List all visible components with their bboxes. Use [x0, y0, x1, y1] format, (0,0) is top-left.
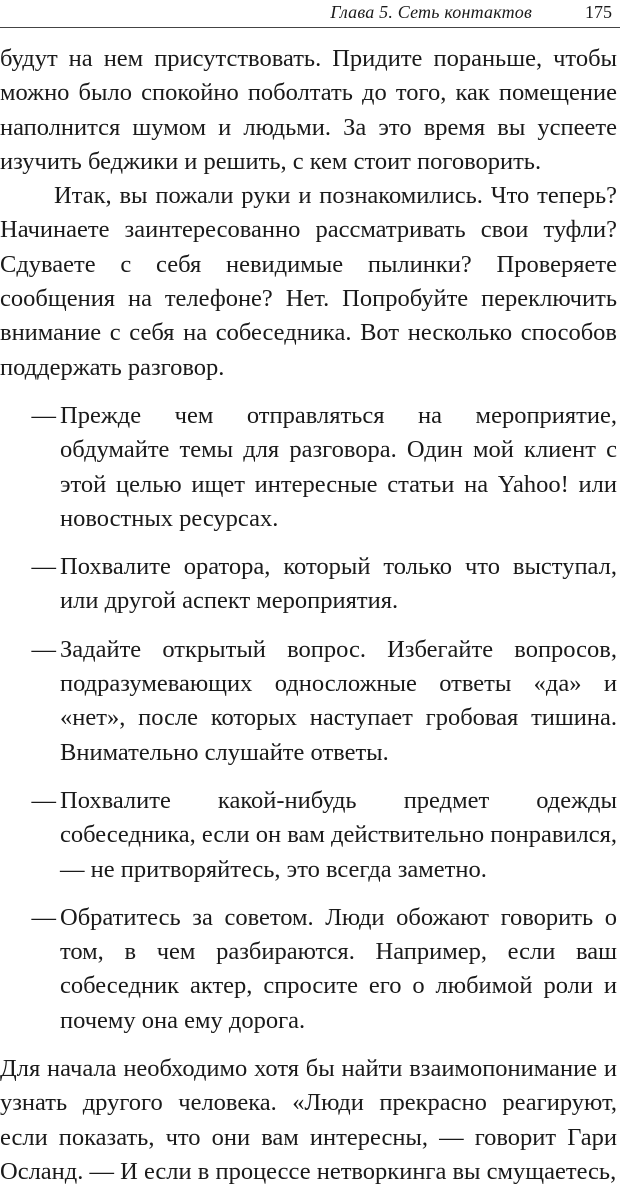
- list-item: [0, 399, 617, 536]
- list-item-text: Похвалите оратора, который только что выступал, или другой аспект мероприятия.: [60, 553, 617, 615]
- page-body: [0, 42, 617, 1189]
- list-item: [0, 901, 617, 1038]
- list-item: [0, 784, 617, 887]
- paragraph-continued: будут на нем присутствовать. Придите пораньше, чтобы можно было спокойно поболтать до того, как помещение наполнится шумом и людьми. За это время вы успеете изучить беджики и решить, с кем стоит поговорить.: [0, 45, 617, 175]
- list-item-text: Похвалите какой-нибудь предмет одежды собеседника, если он вам действительно понравился, — не притворяйтесь, это всегда заметно.: [60, 786, 617, 883]
- header-rule: [0, 27, 620, 28]
- list-item: [0, 633, 617, 770]
- paragraph: Итак, вы пожали руки и познакомились. Что теперь? Начинаете заинтересованно рассматривать свои туфли? Сдуваете с себя невидимые пылинки? Проверяете сообщения на телефоне? Нет. Попробуйте переключить внимание с себя на собеседника. Вот несколько способов поддержать разговор.: [0, 182, 617, 381]
- dash-bullet: —: [31, 553, 56, 581]
- dash-bullet: —: [31, 903, 56, 931]
- dash-bullet: —: [31, 635, 56, 663]
- dash-bullet: —: [31, 786, 56, 814]
- running-header: [0, 0, 620, 28]
- paragraph: Для начала необходимо хотя бы найти взаимопонимание и узнать другого человека. «Люди прекрасно реагируют, если показать, что они вам интересны, — говорит Гари Осланд. — И если в процессе нетворкинга вы смущаетесь,: [0, 1055, 617, 1185]
- list-item: [0, 550, 617, 619]
- dash-bullet: —: [31, 401, 56, 429]
- chapter-title: Глава 5. Сеть контактов: [330, 2, 532, 22]
- page-number: 175: [585, 2, 612, 22]
- tips-list: [0, 399, 617, 1038]
- list-item-text: Обратитесь за советом. Люди обожают говорить о том, в чем разбираются. Например, если ваш собеседник актер, спросите его о любимой роли и почему она ему дорога.: [60, 903, 617, 1034]
- list-item-text: Задайте открытый вопрос. Избегайте вопросов, подразумевающих односложные ответы «да» и «нет», после которых наступает гробовая тишина. Внимательно слушайте ответы.: [60, 635, 617, 766]
- list-item-text: Прежде чем отправляться на мероприятие, обдумайте темы для разговора. Один мой клиент с этой целью ищет интересные статьи на Yahoo! или новостных ресурсах.: [60, 401, 617, 532]
